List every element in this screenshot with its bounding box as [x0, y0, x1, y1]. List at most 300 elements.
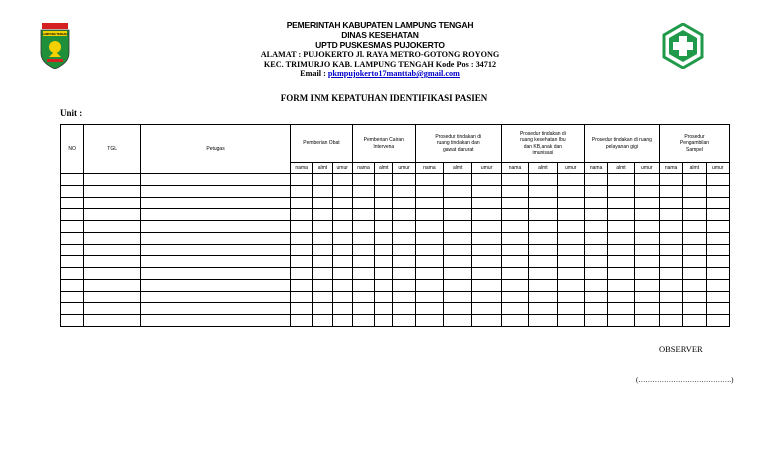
table-cell[interactable] — [141, 268, 291, 280]
table-cell[interactable] — [141, 209, 291, 221]
table-cell[interactable] — [84, 291, 141, 303]
table-cell[interactable] — [415, 268, 443, 280]
table-cell[interactable] — [706, 315, 729, 327]
table-cell[interactable] — [472, 256, 501, 268]
table-cell[interactable] — [608, 244, 634, 256]
table-cell[interactable] — [61, 256, 84, 268]
table-cell[interactable] — [472, 174, 501, 186]
table-cell[interactable] — [501, 268, 528, 280]
table-cell[interactable] — [529, 221, 557, 233]
table-cell[interactable] — [659, 185, 682, 197]
table-cell[interactable] — [706, 197, 729, 209]
col-no-header: NO — [61, 125, 84, 174]
table-cell[interactable] — [415, 303, 443, 315]
table-cell[interactable] — [472, 221, 501, 233]
table-cell[interactable] — [472, 291, 501, 303]
table-cell[interactable] — [501, 303, 528, 315]
table-cell[interactable] — [529, 291, 557, 303]
table-body — [61, 174, 730, 327]
table-row — [61, 185, 730, 197]
email-link[interactable]: pkmpujokerto17manttab@gmail.com — [327, 69, 460, 78]
table-cell[interactable] — [584, 232, 607, 244]
subheader-umur: umur — [634, 163, 659, 174]
table-cell[interactable] — [375, 232, 393, 244]
table-cell[interactable] — [332, 256, 352, 268]
table-cell[interactable] — [501, 291, 528, 303]
subheader-almt: almt — [313, 163, 332, 174]
table-cell[interactable] — [706, 244, 729, 256]
table-cell[interactable] — [659, 197, 682, 209]
table-cell[interactable] — [393, 185, 415, 197]
table-cell[interactable] — [444, 303, 472, 315]
table-cell[interactable] — [608, 303, 634, 315]
table-cell[interactable] — [659, 232, 682, 244]
table-cell[interactable] — [557, 221, 584, 233]
table-cell[interactable] — [584, 291, 607, 303]
table-cell[interactable] — [375, 256, 393, 268]
table-cell[interactable] — [634, 209, 659, 221]
table-cell[interactable] — [659, 291, 682, 303]
table-cell[interactable] — [84, 268, 141, 280]
table-cell[interactable] — [683, 232, 706, 244]
table-cell[interactable] — [352, 291, 374, 303]
table-cell[interactable] — [313, 197, 332, 209]
table-cell[interactable] — [683, 303, 706, 315]
table-cell[interactable] — [393, 221, 415, 233]
table-cell[interactable] — [393, 315, 415, 327]
table-cell[interactable] — [84, 232, 141, 244]
table-cell[interactable] — [659, 279, 682, 291]
table-cell[interactable] — [415, 315, 443, 327]
letterhead-address: ALAMAT : PUJOKERTO Jl. RAYA METRO-GOTONG ROYONG — [260, 50, 500, 59]
table-cell[interactable] — [375, 197, 393, 209]
table-cell[interactable] — [557, 209, 584, 221]
table-cell[interactable] — [313, 268, 332, 280]
table-cell[interactable] — [557, 303, 584, 315]
table-cell[interactable] — [706, 256, 729, 268]
table-cell[interactable] — [608, 279, 634, 291]
table-cell[interactable] — [608, 209, 634, 221]
table-cell[interactable] — [634, 303, 659, 315]
table-cell[interactable] — [683, 291, 706, 303]
table-cell[interactable] — [444, 185, 472, 197]
table-cell[interactable] — [608, 174, 634, 186]
table-cell[interactable] — [332, 174, 352, 186]
table-cell[interactable] — [608, 291, 634, 303]
table-cell[interactable] — [683, 244, 706, 256]
table-cell[interactable] — [332, 291, 352, 303]
table-cell[interactable] — [683, 209, 706, 221]
table-cell[interactable] — [313, 256, 332, 268]
table-cell[interactable] — [352, 279, 374, 291]
table-cell[interactable] — [291, 221, 313, 233]
table-cell[interactable] — [501, 185, 528, 197]
table-cell[interactable] — [444, 291, 472, 303]
table-cell[interactable] — [332, 315, 352, 327]
table-cell[interactable] — [291, 315, 313, 327]
table-cell[interactable] — [84, 256, 141, 268]
svg-text:LAMPUNG TENGAH: LAMPUNG TENGAH — [42, 33, 68, 36]
table-cell[interactable] — [706, 232, 729, 244]
table-cell[interactable] — [584, 303, 607, 315]
table-cell[interactable] — [683, 221, 706, 233]
table-cell[interactable] — [584, 197, 607, 209]
table-cell[interactable] — [375, 291, 393, 303]
table-cell[interactable] — [659, 303, 682, 315]
table-cell[interactable] — [313, 174, 332, 186]
table-cell[interactable] — [332, 303, 352, 315]
table-cell[interactable] — [415, 232, 443, 244]
table-cell[interactable] — [291, 209, 313, 221]
table-cell[interactable] — [375, 209, 393, 221]
table-cell[interactable] — [393, 244, 415, 256]
table-cell[interactable] — [529, 279, 557, 291]
table-cell[interactable] — [332, 209, 352, 221]
table-cell[interactable] — [84, 185, 141, 197]
table-cell[interactable] — [501, 174, 528, 186]
table-cell[interactable] — [141, 291, 291, 303]
table-cell[interactable] — [706, 303, 729, 315]
table-cell[interactable] — [393, 174, 415, 186]
table-cell[interactable] — [683, 197, 706, 209]
table-cell[interactable] — [415, 244, 443, 256]
table-cell[interactable] — [584, 209, 607, 221]
subheader-almt: almt — [444, 163, 472, 174]
table-cell[interactable] — [415, 185, 443, 197]
table-cell[interactable] — [61, 197, 84, 209]
table-cell[interactable] — [444, 221, 472, 233]
table-cell[interactable] — [352, 244, 374, 256]
group-header-pemberian-cairan — [352, 125, 415, 163]
table-cell[interactable] — [313, 232, 332, 244]
table-cell[interactable] — [352, 268, 374, 280]
group-header-tindakan-kia — [501, 125, 584, 163]
table-cell[interactable] — [444, 268, 472, 280]
table-cell[interactable] — [61, 209, 84, 221]
table-cell[interactable] — [84, 174, 141, 186]
table-cell[interactable] — [393, 197, 415, 209]
table-cell[interactable] — [706, 209, 729, 221]
table-cell[interactable] — [415, 291, 443, 303]
table-row — [61, 209, 730, 221]
table-cell[interactable] — [501, 197, 528, 209]
table-cell[interactable] — [634, 221, 659, 233]
table-cell[interactable] — [529, 268, 557, 280]
table-cell[interactable] — [332, 197, 352, 209]
table-cell[interactable] — [141, 185, 291, 197]
table-cell[interactable] — [291, 291, 313, 303]
table-cell[interactable] — [352, 185, 374, 197]
table-cell[interactable] — [352, 174, 374, 186]
table-cell[interactable] — [375, 315, 393, 327]
letterhead-email — [200, 69, 560, 79]
table-cell[interactable] — [557, 279, 584, 291]
table-cell[interactable] — [683, 315, 706, 327]
table-cell[interactable] — [634, 232, 659, 244]
table-cell[interactable] — [584, 221, 607, 233]
table-cell[interactable] — [584, 256, 607, 268]
table-cell[interactable] — [291, 197, 313, 209]
table-cell[interactable] — [375, 185, 393, 197]
table-cell[interactable] — [706, 174, 729, 186]
table-cell[interactable] — [84, 315, 141, 327]
table-cell[interactable] — [706, 279, 729, 291]
table-cell[interactable] — [313, 279, 332, 291]
table-cell[interactable] — [84, 209, 141, 221]
table-cell[interactable] — [529, 244, 557, 256]
table-cell[interactable] — [393, 303, 415, 315]
subheader-almt: almt — [608, 163, 634, 174]
subheader-nama: nama — [501, 163, 528, 174]
table-cell[interactable] — [608, 185, 634, 197]
table-cell[interactable] — [141, 315, 291, 327]
table-cell[interactable] — [352, 256, 374, 268]
table-cell[interactable] — [393, 279, 415, 291]
table-cell[interactable] — [352, 315, 374, 327]
table-cell[interactable] — [61, 303, 84, 315]
table-cell[interactable] — [444, 197, 472, 209]
table-cell[interactable] — [608, 256, 634, 268]
table-cell[interactable] — [472, 303, 501, 315]
table-cell[interactable] — [61, 185, 84, 197]
table-cell[interactable] — [393, 268, 415, 280]
table-cell[interactable] — [501, 279, 528, 291]
table-cell[interactable] — [313, 315, 332, 327]
table-cell[interactable] — [472, 209, 501, 221]
table-cell[interactable] — [659, 268, 682, 280]
table-cell[interactable] — [375, 244, 393, 256]
table-cell[interactable] — [557, 268, 584, 280]
table-cell[interactable] — [393, 291, 415, 303]
table-cell[interactable] — [415, 221, 443, 233]
table-cell[interactable] — [393, 232, 415, 244]
table-cell[interactable] — [584, 174, 607, 186]
table-cell[interactable] — [84, 279, 141, 291]
table-cell[interactable] — [501, 232, 528, 244]
table-cell[interactable] — [634, 185, 659, 197]
table-cell[interactable] — [557, 174, 584, 186]
table-cell[interactable] — [659, 256, 682, 268]
table-cell[interactable] — [352, 221, 374, 233]
table-cell[interactable] — [444, 256, 472, 268]
table-cell[interactable] — [608, 221, 634, 233]
table-cell[interactable] — [61, 232, 84, 244]
table-cell[interactable] — [84, 197, 141, 209]
table-cell[interactable] — [472, 197, 501, 209]
table-cell[interactable] — [584, 244, 607, 256]
table-cell[interactable] — [352, 232, 374, 244]
table-cell[interactable] — [634, 315, 659, 327]
table-cell[interactable] — [332, 268, 352, 280]
table-cell[interactable] — [313, 244, 332, 256]
email-label: Email : — [300, 69, 328, 78]
table-cell[interactable] — [683, 268, 706, 280]
table-cell[interactable] — [706, 185, 729, 197]
subheader-almt: almt — [683, 163, 706, 174]
table-cell[interactable] — [634, 244, 659, 256]
table-cell[interactable] — [472, 315, 501, 327]
table-cell[interactable] — [291, 174, 313, 186]
table-cell[interactable] — [415, 279, 443, 291]
table-cell[interactable] — [584, 279, 607, 291]
table-cell[interactable] — [291, 232, 313, 244]
table-cell[interactable] — [683, 256, 706, 268]
table-cell[interactable] — [332, 221, 352, 233]
table-cell[interactable] — [584, 315, 607, 327]
table-cell[interactable] — [84, 221, 141, 233]
table-cell[interactable] — [291, 185, 313, 197]
table-cell[interactable] — [61, 244, 84, 256]
table-cell[interactable] — [608, 232, 634, 244]
table-cell[interactable] — [683, 174, 706, 186]
table-cell[interactable] — [659, 244, 682, 256]
table-cell[interactable] — [415, 209, 443, 221]
table-cell[interactable] — [84, 303, 141, 315]
table-cell[interactable] — [557, 291, 584, 303]
table-cell[interactable] — [61, 291, 84, 303]
table-cell[interactable] — [141, 303, 291, 315]
table-cell[interactable] — [291, 279, 313, 291]
table-cell[interactable] — [141, 232, 291, 244]
table-cell[interactable] — [472, 244, 501, 256]
table-cell[interactable] — [529, 209, 557, 221]
col-petugas-header: Petugas — [141, 125, 291, 174]
subheader-almt: almt — [529, 163, 557, 174]
table-cell[interactable] — [557, 197, 584, 209]
table-cell[interactable] — [291, 303, 313, 315]
table-cell[interactable] — [313, 291, 332, 303]
table-cell[interactable] — [332, 232, 352, 244]
subheader-nama: nama — [659, 163, 682, 174]
table-cell[interactable] — [584, 268, 607, 280]
table-cell[interactable] — [352, 303, 374, 315]
table-cell[interactable] — [472, 268, 501, 280]
table-cell[interactable] — [706, 268, 729, 280]
table-cell[interactable] — [557, 256, 584, 268]
table-cell[interactable] — [608, 268, 634, 280]
table-cell[interactable] — [557, 244, 584, 256]
table-row — [61, 315, 730, 327]
table-cell[interactable] — [332, 185, 352, 197]
table-cell[interactable] — [557, 232, 584, 244]
table-cell[interactable] — [706, 221, 729, 233]
table-cell[interactable] — [141, 279, 291, 291]
table-cell[interactable] — [529, 197, 557, 209]
table-cell[interactable] — [415, 256, 443, 268]
table-cell[interactable] — [501, 244, 528, 256]
table-cell[interactable] — [472, 232, 501, 244]
table-cell[interactable] — [141, 221, 291, 233]
table-cell[interactable] — [501, 221, 528, 233]
table-cell[interactable] — [313, 221, 332, 233]
table-cell[interactable] — [634, 174, 659, 186]
table-cell[interactable] — [683, 185, 706, 197]
table-cell[interactable] — [659, 174, 682, 186]
table-cell[interactable] — [659, 315, 682, 327]
table-cell[interactable] — [141, 244, 291, 256]
table-cell[interactable] — [529, 303, 557, 315]
table-cell[interactable] — [61, 221, 84, 233]
table-cell[interactable] — [444, 279, 472, 291]
table-cell[interactable] — [61, 268, 84, 280]
group-header-text: Prosedur tindakan di ruang tindakan dan gawat darurat — [435, 134, 482, 153]
table-cell[interactable] — [472, 185, 501, 197]
table-cell[interactable] — [141, 197, 291, 209]
table-cell[interactable] — [683, 279, 706, 291]
table-cell[interactable] — [61, 174, 84, 186]
table-cell[interactable] — [332, 279, 352, 291]
table-cell[interactable] — [608, 197, 634, 209]
lampung-tengah-logo — [39, 23, 71, 69]
unit-label: Unit : — [60, 108, 83, 118]
table-cell[interactable] — [375, 174, 393, 186]
table-cell[interactable] — [291, 244, 313, 256]
table-cell[interactable] — [444, 174, 472, 186]
table-cell[interactable] — [375, 221, 393, 233]
table-cell[interactable] — [291, 256, 313, 268]
table-cell[interactable] — [659, 209, 682, 221]
table-cell[interactable] — [529, 232, 557, 244]
table-cell[interactable] — [444, 244, 472, 256]
table-cell[interactable] — [444, 209, 472, 221]
table-cell[interactable] — [584, 185, 607, 197]
table-cell[interactable] — [313, 303, 332, 315]
table-cell[interactable] — [501, 209, 528, 221]
table-cell[interactable] — [332, 244, 352, 256]
table-cell[interactable] — [634, 268, 659, 280]
table-cell[interactable] — [529, 185, 557, 197]
table-cell[interactable] — [444, 315, 472, 327]
table-cell[interactable] — [375, 279, 393, 291]
table-cell[interactable] — [84, 244, 141, 256]
table-cell[interactable] — [557, 315, 584, 327]
table-cell[interactable] — [61, 315, 84, 327]
table-cell[interactable] — [529, 256, 557, 268]
table-cell[interactable] — [634, 291, 659, 303]
table-cell[interactable] — [706, 291, 729, 303]
table-cell[interactable] — [659, 221, 682, 233]
table-cell[interactable] — [313, 209, 332, 221]
table-cell[interactable] — [393, 209, 415, 221]
letterhead-government: PEMERINTAH KABUPATEN LAMPUNG TENGAH — [286, 20, 474, 30]
table-cell[interactable] — [393, 256, 415, 268]
table-cell[interactable] — [352, 197, 374, 209]
table-cell[interactable] — [375, 268, 393, 280]
table-cell[interactable] — [529, 174, 557, 186]
group-header-tindakan-gigi — [584, 125, 659, 163]
table-cell[interactable] — [472, 279, 501, 291]
table-cell[interactable] — [634, 197, 659, 209]
table-cell[interactable] — [444, 232, 472, 244]
table-cell[interactable] — [61, 279, 84, 291]
table-cell[interactable] — [608, 315, 634, 327]
table-cell[interactable] — [415, 174, 443, 186]
table-cell[interactable] — [141, 256, 291, 268]
table-cell[interactable] — [352, 209, 374, 221]
table-cell[interactable] — [557, 185, 584, 197]
table-cell[interactable] — [501, 315, 528, 327]
table-cell[interactable] — [634, 256, 659, 268]
table-cell[interactable] — [634, 279, 659, 291]
table-cell[interactable] — [415, 197, 443, 209]
table-cell[interactable] — [141, 174, 291, 186]
subheader-almt: almt — [375, 163, 393, 174]
table-cell[interactable] — [291, 268, 313, 280]
table-cell[interactable] — [501, 256, 528, 268]
table-cell[interactable] — [313, 185, 332, 197]
table-cell[interactable] — [529, 315, 557, 327]
table-cell[interactable] — [375, 303, 393, 315]
